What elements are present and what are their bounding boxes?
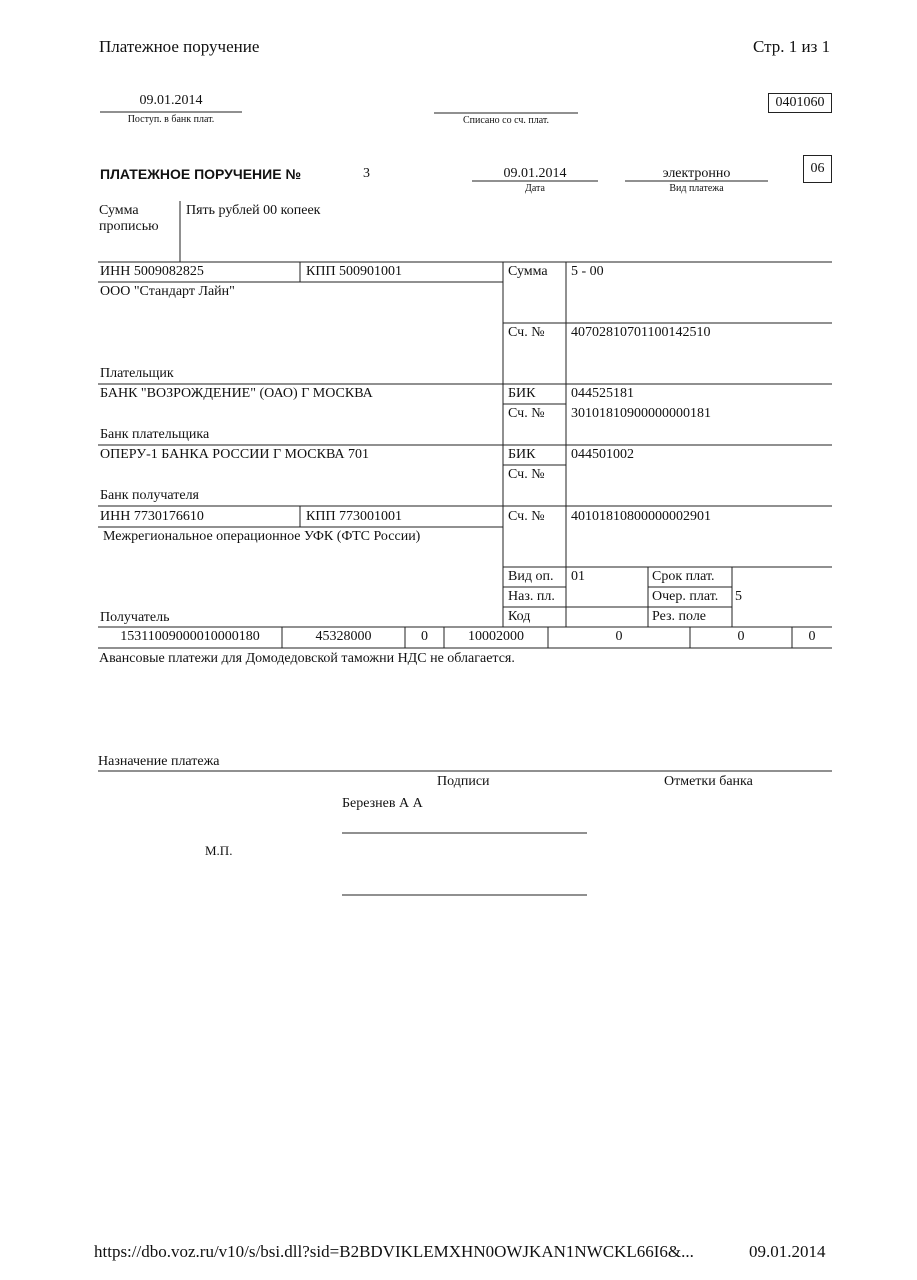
amount-words-label-1: Сумма <box>99 203 139 218</box>
payee-bank-bik-label: БИК <box>508 447 536 462</box>
payee-bank-account-label: Сч. № <box>508 467 545 482</box>
payer-status-box: 06 <box>803 155 832 183</box>
operation-type-value: 01 <box>571 569 585 584</box>
operation-type-label: Вид оп. <box>508 569 554 584</box>
payer-bank-name: БАНК "ВОЗРОЖДЕНИЕ" (ОАО) Г МОСКВА <box>100 386 373 401</box>
reserve-field-label: Рез. поле <box>652 609 707 624</box>
footer-date: 09.01.2014 <box>749 1242 826 1261</box>
amount-words-label-2: прописью <box>99 219 159 234</box>
amount-value: 5 - 00 <box>571 264 604 279</box>
payer-kpp: КПП 500901001 <box>306 264 403 279</box>
payment-term-label: Срок плат. <box>652 569 715 584</box>
payer-account-label: Сч. № <box>508 325 545 340</box>
order-date: 09.01.2014 <box>503 166 567 181</box>
signer-name: Березнев А А <box>342 796 423 811</box>
budget-kbk: 15311009000010000180 <box>120 629 260 644</box>
payee-bank-label: Банк получателя <box>100 488 199 503</box>
budget-payment-type: 0 <box>808 629 816 644</box>
amount-words-value: Пять рублей 00 копеек <box>186 203 321 218</box>
payment-purpose-text: Авансовые платежи для Домодедовской таможни НДС не облагается. <box>99 651 515 666</box>
payment-type-value: электронно <box>662 166 731 181</box>
payment-priority-value: 5 <box>735 589 742 604</box>
budget-basis: 0 <box>421 629 428 644</box>
payer-bank-account-label: Сч. № <box>508 406 545 421</box>
payment-purpose-code-label: Наз. пл. <box>508 589 555 604</box>
payer-bank-account: 30101810900000000181 <box>571 406 711 421</box>
document-type-title: Платежное поручение <box>99 37 260 56</box>
budget-period: 10002000 <box>468 629 524 644</box>
payee-label: Получатель <box>100 610 170 625</box>
received-date: 09.01.2014 <box>139 93 203 108</box>
bank-marks-label: Отметки банка <box>664 774 753 789</box>
payee-account: 40101810800000002901 <box>571 509 711 524</box>
payee-bank-bik: 044501002 <box>571 447 634 462</box>
received-date-label: Поступ. в банк плат. <box>127 114 215 125</box>
debited-date-label: Списано со сч. плат. <box>462 115 550 126</box>
budget-oktmo: 45328000 <box>315 629 372 644</box>
payee-name: Межрегиональное операционное УФК (ФТС России) <box>103 529 421 544</box>
stamp-place-label: М.П. <box>205 843 233 858</box>
payee-inn: ИНН 7730176610 <box>100 509 204 524</box>
payer-name: ООО "Стандарт Лайн" <box>100 284 235 299</box>
page-indicator: Стр. 1 из 1 <box>753 37 831 56</box>
payment-priority-label: Очер. плат. <box>652 589 719 604</box>
payment-type-label: Вид платежа <box>669 183 724 194</box>
payer-bank-bik-label: БИК <box>508 386 536 401</box>
payer-account-value: 40702810701100142510 <box>571 325 711 340</box>
code-label: Код <box>508 609 531 624</box>
budget-doc-number: 0 <box>615 629 623 644</box>
footer-url: https://dbo.voz.ru/v10/s/bsi.dll?sid=B2BDVIKLEMXHN0OWJKAN1NWCKL66I6&... <box>94 1242 694 1261</box>
payer-inn: ИНН 5009082825 <box>100 264 204 279</box>
form-code-box: 0401060 <box>768 93 832 113</box>
payee-bank-name: ОПЕРУ-1 БАНКА РОССИИ Г МОСКВА 701 <box>100 447 370 462</box>
budget-doc-date: 0 <box>737 629 745 644</box>
amount-label: Сумма <box>508 264 548 279</box>
payee-kpp: КПП 773001001 <box>306 509 403 524</box>
payer-bank-bik: 044525181 <box>571 386 634 401</box>
order-date-label: Дата <box>525 183 545 194</box>
payment-purpose-label: Назначение платежа <box>98 754 220 769</box>
signatures-label: Подписи <box>437 774 490 789</box>
payer-label: Плательщик <box>100 366 174 381</box>
payer-bank-label: Банк плательщика <box>100 427 210 442</box>
payment-order-number: 3 <box>363 166 370 181</box>
payee-account-label: Сч. № <box>508 509 545 524</box>
payment-order-title: ПЛАТЕЖНОЕ ПОРУЧЕНИЕ № <box>100 166 302 182</box>
